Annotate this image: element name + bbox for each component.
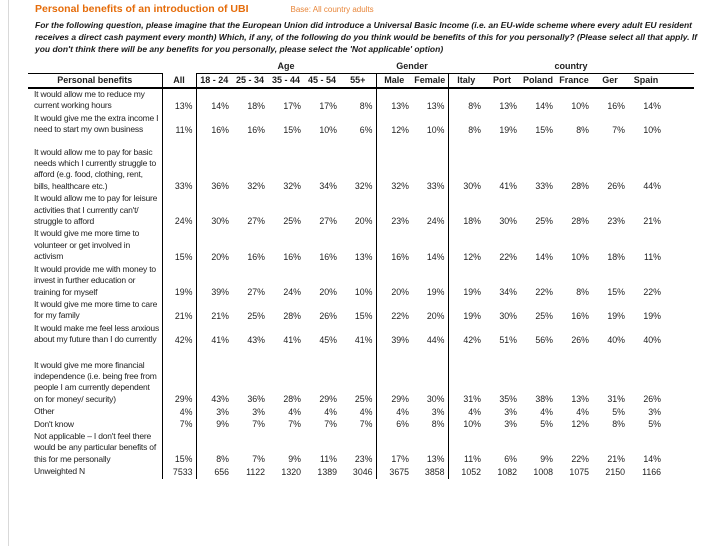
value-cell: 33% bbox=[162, 147, 196, 194]
spacer-cell bbox=[196, 347, 232, 360]
value-cell: 1052 bbox=[461, 466, 481, 477]
value-cell: 36% bbox=[211, 181, 229, 192]
value-cell: 16% bbox=[319, 251, 337, 262]
value-cell: 33% bbox=[535, 181, 553, 192]
value-cell: 14% bbox=[412, 228, 448, 263]
value-cell: 28% bbox=[571, 181, 589, 192]
column-header-25-34: 25 - 34 bbox=[232, 73, 268, 88]
value-cell: 17% bbox=[283, 100, 301, 111]
page-edge-line bbox=[8, 0, 9, 546]
spacer-cell bbox=[448, 137, 484, 147]
value-cell: 17% bbox=[319, 100, 337, 111]
value-cell: 18% bbox=[247, 100, 265, 111]
group-gender: Gender bbox=[376, 60, 448, 73]
group-spacer bbox=[162, 60, 196, 73]
value-cell: 41% bbox=[283, 334, 301, 345]
value-cell: 20% bbox=[340, 193, 376, 228]
value-cell: 11% bbox=[644, 251, 661, 262]
spacer-cell bbox=[628, 137, 664, 147]
spacer-cell bbox=[556, 347, 592, 360]
filler-cell bbox=[664, 264, 694, 299]
column-header-female: Female bbox=[412, 73, 448, 88]
crosstab-table bbox=[28, 60, 694, 479]
value-cell: 8% bbox=[576, 124, 589, 135]
value-cell: 1008 bbox=[533, 466, 553, 477]
value-cell: 15% bbox=[162, 228, 196, 263]
filler-cell bbox=[664, 360, 694, 407]
value-cell: 43% bbox=[247, 334, 265, 345]
value-cell: 39% bbox=[391, 334, 409, 345]
value-cell: 7% bbox=[340, 419, 376, 431]
value-cell: 30% bbox=[463, 181, 481, 192]
question-text: For the following question, please imagine that the European Union did introduce a Universal Basic Income (i.e. an EU-wide scheme where every adult EU resident receives a direct cash payment every month) Which, if any, of the following do you think would be benefits of this for you personally? (Please select all that apply. If you don't think there will be any benefits for you personally, please select the 'Not applicable' option) bbox=[35, 20, 698, 54]
table-row bbox=[28, 88, 694, 113]
value-cell: 24% bbox=[162, 193, 196, 228]
benefit-label: It would give me more financial independence (i.e. being free from people I am currently dependent on for money/ security) bbox=[28, 360, 162, 407]
value-cell: 20% bbox=[211, 251, 229, 262]
column-header-row bbox=[28, 73, 694, 88]
value-cell: 3675 bbox=[389, 466, 409, 477]
benefit-label: It would give me the extra income I need to start my own business bbox=[28, 113, 162, 137]
column-header-filler bbox=[664, 73, 694, 88]
value-cell: 40% bbox=[607, 334, 625, 345]
value-cell: 30% bbox=[211, 216, 229, 227]
value-cell: 13% bbox=[571, 394, 589, 405]
value-cell: 7% bbox=[162, 419, 196, 431]
value-cell: 5% bbox=[648, 418, 661, 429]
group-age: Age bbox=[196, 60, 376, 73]
value-cell: 21% bbox=[607, 454, 625, 465]
value-cell: 10% bbox=[463, 418, 481, 429]
benefit-label: It would allow me to reduce my current working hours bbox=[28, 88, 162, 113]
value-cell: 656 bbox=[214, 466, 229, 477]
value-cell: 13% bbox=[340, 228, 376, 263]
value-cell: 22% bbox=[391, 310, 409, 321]
spacer-cell bbox=[520, 137, 556, 147]
column-header-poland: Poland bbox=[520, 73, 556, 88]
value-cell: 9% bbox=[540, 454, 553, 465]
spacer-cell bbox=[664, 137, 694, 147]
value-cell: 15% bbox=[162, 431, 196, 466]
group-country: country bbox=[448, 60, 694, 73]
value-cell: 36% bbox=[247, 394, 265, 405]
value-cell: 33% bbox=[412, 147, 448, 194]
value-cell: 27% bbox=[319, 216, 337, 227]
title-row bbox=[35, 3, 727, 15]
value-cell: 3046 bbox=[340, 466, 376, 478]
spacer-cell bbox=[162, 347, 196, 360]
value-cell: 29% bbox=[162, 360, 196, 407]
value-cell: 7% bbox=[612, 124, 625, 135]
value-cell: 42% bbox=[162, 323, 196, 347]
spacer-cell bbox=[484, 137, 520, 147]
value-cell: 22% bbox=[643, 286, 661, 297]
value-cell: 38% bbox=[535, 394, 553, 405]
value-cell: 19% bbox=[412, 264, 448, 299]
value-cell: 11% bbox=[320, 454, 337, 465]
value-cell: 24% bbox=[412, 193, 448, 228]
column-header-all: All bbox=[162, 73, 196, 88]
value-cell: 16% bbox=[247, 124, 265, 135]
spacer-cell bbox=[162, 137, 196, 147]
value-cell: 12% bbox=[571, 418, 589, 429]
value-cell: 11% bbox=[464, 454, 481, 465]
value-cell: 10% bbox=[412, 113, 448, 137]
value-cell: 51% bbox=[499, 334, 517, 345]
value-cell: 8% bbox=[412, 419, 448, 431]
value-cell: 17% bbox=[391, 454, 409, 465]
value-cell: 8% bbox=[576, 286, 589, 297]
value-cell: 45% bbox=[319, 334, 337, 345]
value-cell: 14% bbox=[535, 100, 553, 111]
benefit-label: Unweighted N bbox=[28, 466, 162, 478]
value-cell: 1082 bbox=[497, 466, 517, 477]
value-cell: 16% bbox=[211, 124, 229, 135]
value-cell: 20% bbox=[319, 286, 337, 297]
value-cell: 34% bbox=[499, 286, 517, 297]
value-cell: 19% bbox=[499, 124, 517, 135]
value-cell: 10% bbox=[340, 264, 376, 299]
value-cell: 30% bbox=[499, 310, 517, 321]
value-cell: 10% bbox=[643, 124, 661, 135]
spacer-cell bbox=[628, 347, 664, 360]
filler-cell bbox=[664, 419, 694, 431]
value-cell: 16% bbox=[247, 251, 265, 262]
value-cell: 43% bbox=[211, 394, 229, 405]
table-row bbox=[28, 113, 694, 137]
value-cell: 22% bbox=[571, 454, 589, 465]
value-cell: 6% bbox=[504, 454, 517, 465]
value-cell: 34% bbox=[319, 181, 337, 192]
value-cell: 26% bbox=[571, 334, 589, 345]
table-row bbox=[28, 419, 694, 431]
spacer-cell bbox=[232, 347, 268, 360]
value-cell: 5% bbox=[612, 406, 625, 417]
value-cell: 22% bbox=[535, 286, 553, 297]
value-cell: 4% bbox=[540, 406, 553, 417]
value-cell: 41% bbox=[211, 334, 229, 345]
benefit-label: It would give me more time to care for my family bbox=[28, 299, 162, 323]
value-cell: 25% bbox=[535, 216, 553, 227]
filler-cell bbox=[664, 88, 694, 113]
value-cell: 9% bbox=[216, 418, 229, 429]
value-cell: 4% bbox=[288, 406, 301, 417]
value-cell: 10% bbox=[571, 100, 589, 111]
spacer-cell bbox=[556, 137, 592, 147]
value-cell: 7% bbox=[288, 418, 301, 429]
value-cell: 6% bbox=[396, 418, 409, 429]
value-cell: 13% bbox=[412, 88, 448, 113]
value-cell: 3% bbox=[504, 406, 517, 417]
value-cell: 18% bbox=[463, 216, 481, 227]
value-cell: 7% bbox=[252, 454, 265, 465]
spacer-cell bbox=[592, 347, 628, 360]
filler-cell bbox=[664, 323, 694, 347]
value-cell: 13% bbox=[391, 100, 409, 111]
value-cell: 12% bbox=[463, 251, 481, 262]
benefit-label: It would allow me to pay for basic needs which I currently struggle to afford (e.g. food, clothing, rent, bills, healthcare etc.) bbox=[28, 147, 162, 194]
value-cell: 3% bbox=[412, 406, 448, 418]
table-row bbox=[28, 360, 694, 407]
value-cell: 13% bbox=[412, 431, 448, 466]
value-cell: 19% bbox=[463, 310, 481, 321]
value-cell: 4% bbox=[324, 406, 337, 417]
value-cell: 32% bbox=[340, 147, 376, 194]
value-cell: 3% bbox=[648, 406, 661, 417]
benefit-label: Not applicable – I don't feel there would be any particular benefits of this for me personally bbox=[28, 431, 162, 466]
spacer-cell bbox=[232, 137, 268, 147]
value-cell: 18% bbox=[607, 251, 625, 262]
value-cell: 10% bbox=[571, 251, 589, 262]
filler-cell bbox=[664, 147, 694, 194]
value-cell: 20% bbox=[412, 299, 448, 323]
filler-cell bbox=[664, 299, 694, 323]
value-cell: 39% bbox=[211, 286, 229, 297]
value-cell: 25% bbox=[535, 310, 553, 321]
value-cell: 8% bbox=[216, 454, 229, 465]
value-cell: 16% bbox=[571, 310, 589, 321]
value-cell: 25% bbox=[247, 310, 265, 321]
column-header-spain: Spain bbox=[628, 73, 664, 88]
value-cell: 32% bbox=[391, 181, 409, 192]
table-row bbox=[28, 406, 694, 418]
value-cell: 16% bbox=[607, 100, 625, 111]
value-cell: 35% bbox=[499, 394, 517, 405]
spacer-cell bbox=[28, 347, 162, 360]
spacer-cell bbox=[304, 137, 340, 147]
filler-cell bbox=[664, 193, 694, 228]
value-cell: 13% bbox=[499, 100, 517, 111]
table-row bbox=[28, 228, 694, 263]
value-cell: 12% bbox=[391, 124, 409, 135]
table-row bbox=[28, 323, 694, 347]
value-cell: 4% bbox=[396, 406, 409, 417]
value-cell: 4% bbox=[468, 406, 481, 417]
value-cell: 21% bbox=[211, 310, 229, 321]
value-cell: 27% bbox=[247, 216, 265, 227]
value-cell: 1122 bbox=[246, 466, 265, 477]
value-cell: 11% bbox=[162, 113, 196, 137]
spacer-row bbox=[28, 137, 694, 147]
table-row bbox=[28, 264, 694, 299]
value-cell: 1320 bbox=[281, 466, 301, 477]
value-cell: 25% bbox=[283, 216, 301, 227]
value-cell: 30% bbox=[412, 360, 448, 407]
value-cell: 7% bbox=[324, 418, 337, 429]
value-cell: 29% bbox=[391, 394, 409, 405]
value-cell: 31% bbox=[607, 394, 625, 405]
group-header-row bbox=[28, 60, 694, 73]
value-cell: 23% bbox=[607, 216, 625, 227]
value-cell: 29% bbox=[319, 394, 337, 405]
benefit-label: It would make me feel less anxious about my future than I do currently bbox=[28, 323, 162, 347]
value-cell: 28% bbox=[571, 216, 589, 227]
filler-cell bbox=[664, 431, 694, 466]
spacer-cell bbox=[268, 347, 304, 360]
value-cell: 44% bbox=[412, 323, 448, 347]
table-row bbox=[28, 466, 694, 478]
spacer-cell bbox=[484, 347, 520, 360]
value-cell: 15% bbox=[340, 299, 376, 323]
table-header bbox=[28, 60, 694, 88]
value-cell: 14% bbox=[211, 100, 229, 111]
value-cell: 8% bbox=[468, 124, 481, 135]
value-cell: 32% bbox=[283, 181, 301, 192]
value-cell: 24% bbox=[283, 286, 301, 297]
value-cell: 44% bbox=[643, 181, 661, 192]
value-cell: 19% bbox=[162, 264, 196, 299]
column-header-port: Port bbox=[484, 73, 520, 88]
spacer-cell bbox=[412, 347, 448, 360]
spacer-row bbox=[28, 347, 694, 360]
value-cell: 27% bbox=[247, 286, 265, 297]
value-cell: 42% bbox=[463, 334, 481, 345]
value-cell: 1166 bbox=[642, 466, 661, 477]
spacer-cell bbox=[376, 347, 412, 360]
value-cell: 40% bbox=[643, 334, 661, 345]
value-cell: 23% bbox=[340, 431, 376, 466]
value-cell: 19% bbox=[463, 286, 481, 297]
value-cell: 6% bbox=[340, 113, 376, 137]
table-row bbox=[28, 147, 694, 194]
table-row bbox=[28, 431, 694, 466]
value-cell: 22% bbox=[499, 251, 517, 262]
value-cell: 3% bbox=[504, 418, 517, 429]
value-cell: 15% bbox=[607, 286, 625, 297]
column-header-france: France bbox=[556, 73, 592, 88]
filler-cell bbox=[664, 228, 694, 263]
value-cell: 9% bbox=[288, 454, 301, 465]
spacer-cell bbox=[268, 137, 304, 147]
table-row bbox=[28, 193, 694, 228]
value-cell: 30% bbox=[499, 216, 517, 227]
value-cell: 26% bbox=[643, 394, 661, 405]
value-cell: 8% bbox=[340, 88, 376, 113]
value-cell: 19% bbox=[643, 310, 661, 321]
value-cell: 26% bbox=[607, 181, 625, 192]
column-header-italy: Italy bbox=[448, 73, 484, 88]
spacer-cell bbox=[28, 137, 162, 147]
spacer-cell bbox=[376, 137, 412, 147]
value-cell: 2150 bbox=[605, 466, 625, 477]
value-cell: 56% bbox=[535, 334, 553, 345]
value-cell: 20% bbox=[391, 286, 409, 297]
value-cell: 7% bbox=[252, 418, 265, 429]
value-cell: 25% bbox=[340, 360, 376, 407]
column-header-male: Male bbox=[376, 73, 412, 88]
value-cell: 41% bbox=[340, 323, 376, 347]
value-cell: 5% bbox=[540, 418, 553, 429]
value-cell: 13% bbox=[162, 88, 196, 113]
value-cell: 3% bbox=[252, 406, 265, 417]
value-cell: 15% bbox=[535, 124, 553, 135]
value-cell: 8% bbox=[468, 100, 481, 111]
filler-cell bbox=[664, 113, 694, 137]
spacer-cell bbox=[412, 137, 448, 147]
value-cell: 4% bbox=[162, 406, 196, 418]
value-cell: 3% bbox=[216, 406, 229, 417]
filler-cell bbox=[664, 406, 694, 418]
spacer-cell bbox=[448, 347, 484, 360]
value-cell: 21% bbox=[162, 299, 196, 323]
column-header-55+: 55+ bbox=[340, 73, 376, 88]
group-spacer bbox=[28, 60, 162, 73]
value-cell: 23% bbox=[391, 216, 409, 227]
value-cell: 26% bbox=[319, 310, 337, 321]
table-row bbox=[28, 299, 694, 323]
value-cell: 8% bbox=[612, 418, 625, 429]
value-cell: 1075 bbox=[569, 466, 589, 477]
value-cell: 16% bbox=[391, 251, 409, 262]
filler-cell bbox=[664, 466, 694, 478]
column-header-35-44: 35 - 44 bbox=[268, 73, 304, 88]
benefit-label: Other bbox=[28, 406, 162, 418]
benefit-label: It would give me more time to volunteer or get involved in activism bbox=[28, 228, 162, 263]
page-title: Personal benefits of an introduction of UBI bbox=[35, 3, 249, 15]
value-cell: 14% bbox=[643, 454, 661, 465]
spacer-cell bbox=[592, 137, 628, 147]
value-cell: 21% bbox=[643, 216, 661, 227]
value-cell: 32% bbox=[247, 181, 265, 192]
benefit-label: It would allow me to pay for leisure activities that I currently can't/ struggle to afford bbox=[28, 193, 162, 228]
value-cell: 4% bbox=[340, 406, 376, 418]
value-cell: 14% bbox=[643, 100, 661, 111]
base-note: Base: All country adults bbox=[290, 5, 374, 14]
column-header-ger: Ger bbox=[592, 73, 628, 88]
value-cell: 15% bbox=[283, 124, 301, 135]
value-cell: 41% bbox=[499, 181, 517, 192]
table-body bbox=[28, 88, 694, 479]
spacer-cell bbox=[196, 137, 232, 147]
value-cell: 4% bbox=[576, 406, 589, 417]
value-cell: 28% bbox=[283, 394, 301, 405]
value-cell: 16% bbox=[283, 251, 301, 262]
value-cell: 14% bbox=[535, 251, 553, 262]
spacer-cell bbox=[664, 347, 694, 360]
spacer-cell bbox=[520, 347, 556, 360]
value-cell: 28% bbox=[283, 310, 301, 321]
value-cell: 3858 bbox=[412, 466, 448, 478]
value-cell: 7533 bbox=[162, 466, 196, 478]
column-header-personal-benefits: Personal benefits bbox=[28, 73, 162, 88]
benefit-label: Don't know bbox=[28, 419, 162, 431]
spacer-cell bbox=[304, 347, 340, 360]
benefit-label: It would provide me with money to invest in further education or training for myself bbox=[28, 264, 162, 299]
value-cell: 1389 bbox=[317, 466, 337, 477]
value-cell: 31% bbox=[463, 394, 481, 405]
spacer-cell bbox=[340, 137, 376, 147]
spacer-cell bbox=[340, 347, 376, 360]
column-header-18-24: 18 - 24 bbox=[196, 73, 232, 88]
column-header-45-54: 45 - 54 bbox=[304, 73, 340, 88]
value-cell: 19% bbox=[607, 310, 625, 321]
value-cell: 10% bbox=[319, 124, 337, 135]
